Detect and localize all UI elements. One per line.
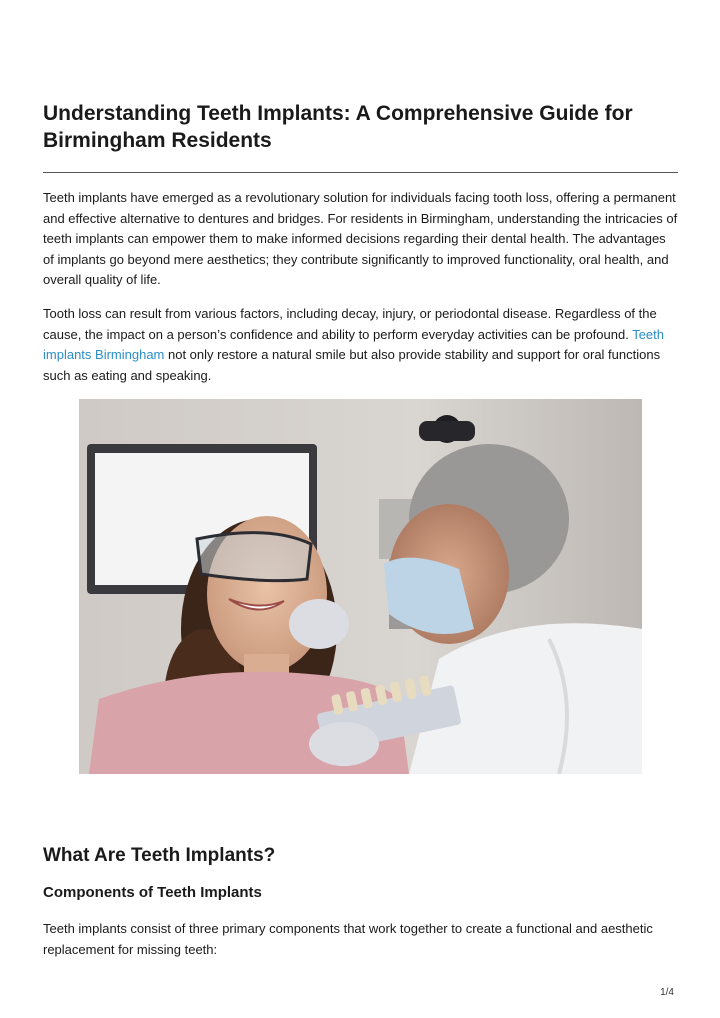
dentist-patient-photo xyxy=(79,399,642,774)
paragraph-text-start: Tooth loss can result from various factors, including decay, injury, or periodontal disease. Regardless of the cause, the impact on a person’s confidence and ability to perform everyday activities can be profound. xyxy=(43,306,657,342)
page-number: 1/4 xyxy=(660,987,674,998)
intro-paragraph: Teeth implants have emerged as a revolutionary solution for individuals facing tooth loss, offering a permanent and effective alternative to dentures and bridges. For residents in Birmingham, understanding the intricacies of teeth implants can empower them to make informed decisions regarding their dental health. The advantages of implants go beyond mere aesthetics; they contribute significantly to improved functionality, oral health, and overall quality of life. xyxy=(43,190,678,288)
tooth-loss-paragraph xyxy=(43,304,678,386)
components-paragraph: Teeth implants consist of three primary components that work together to create a functional and aesthetic replacement for missing teeth: xyxy=(43,921,653,957)
teeth-implants-birmingham-link[interactable]: Teeth implants Birmingham xyxy=(43,326,665,363)
section-heading: What Are Teeth Implants? xyxy=(43,845,276,866)
title-divider xyxy=(43,172,678,173)
page-title: Understanding Teeth Implants: A Comprehensive Guide for Birmingham Residents xyxy=(43,102,633,152)
paragraph-text-end: not only restore a natural smile but also provide stability and support for oral functions such as eating and speaking. xyxy=(43,347,661,383)
subsection-heading: Components of Teeth Implants xyxy=(43,884,262,901)
